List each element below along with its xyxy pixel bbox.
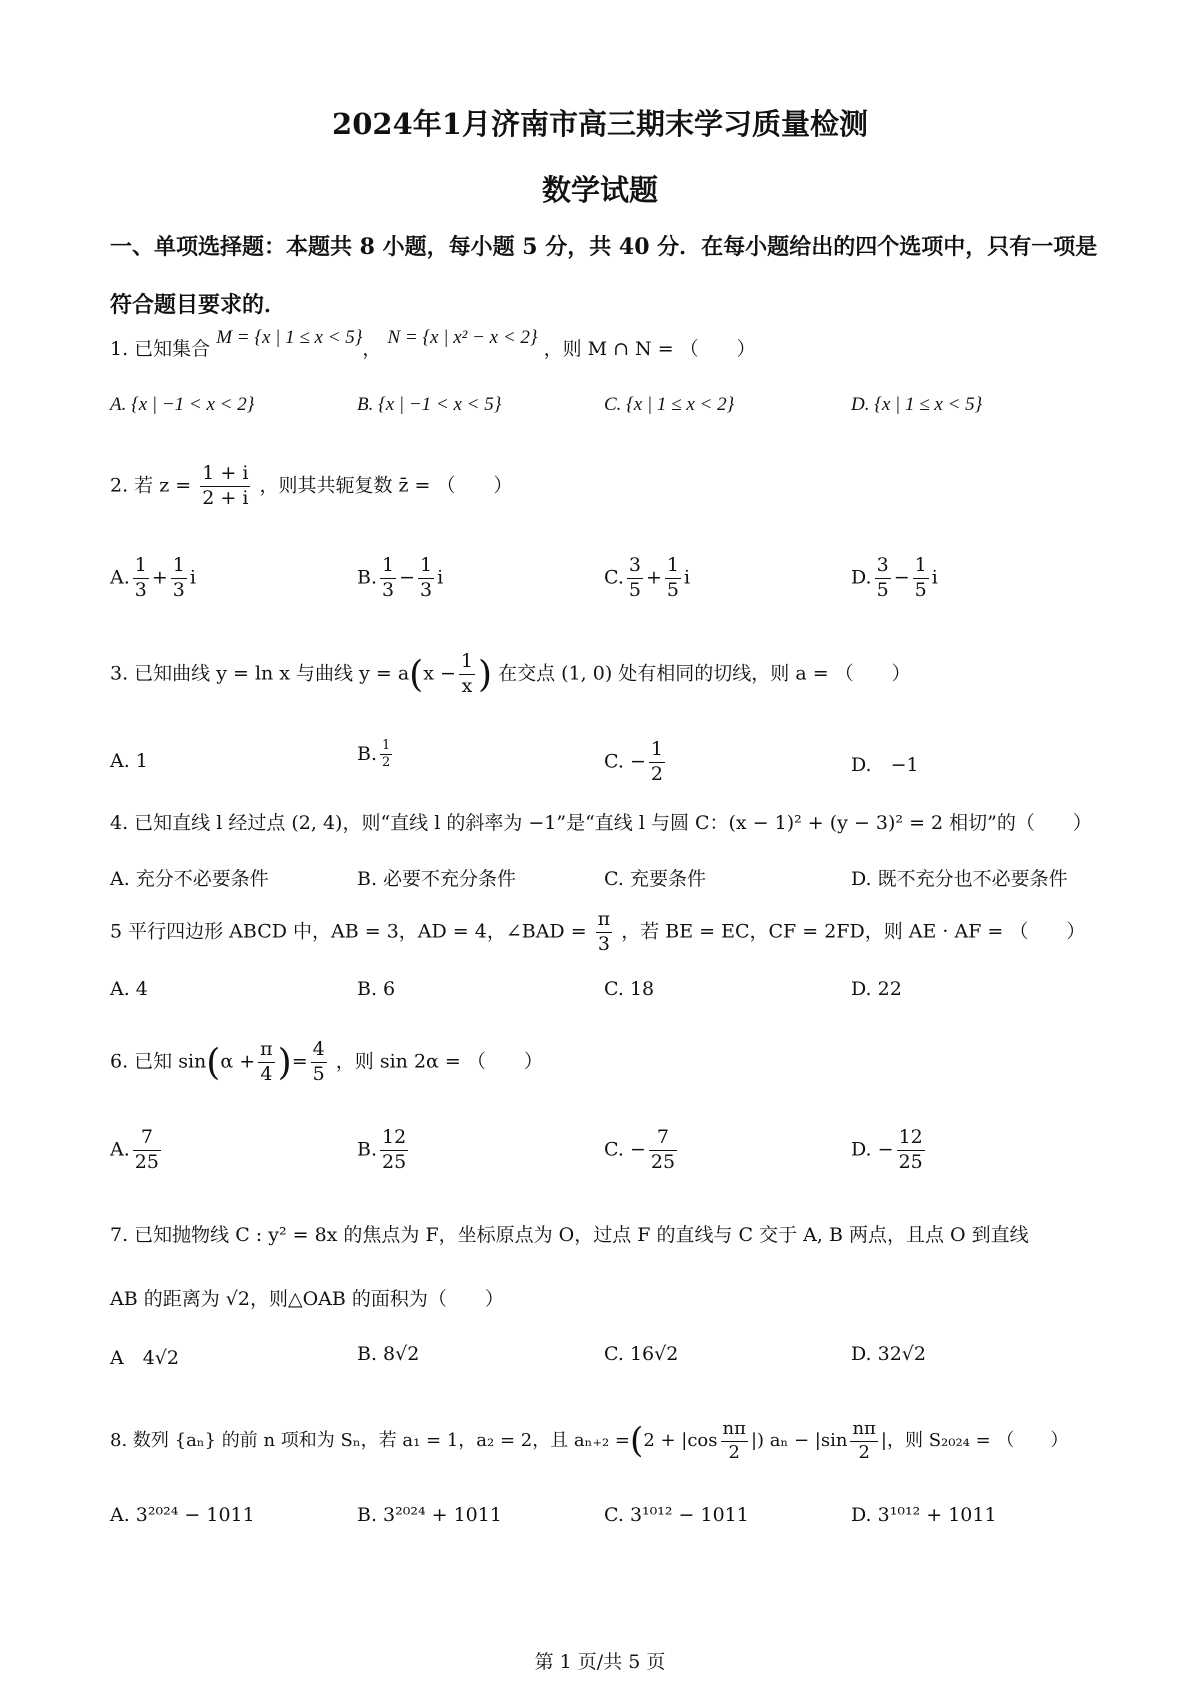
q2-numerator: 1 + i — [200, 462, 250, 487]
q3-option-a[interactable] — [110, 750, 148, 772]
page-title: 2024年1月济南市高三期末学习质量检测 — [332, 107, 868, 141]
q5-option-a[interactable]: A. 4 — [110, 978, 148, 1000]
q1-option-c[interactable]: C. {x | 1 ≤ x < 2} — [604, 394, 735, 415]
q6-c-den: 25 — [650, 1150, 676, 1173]
q7-option-b[interactable]: B. 8√2 — [357, 1343, 420, 1365]
q2-a-i: i — [189, 566, 196, 589]
q6-option-b[interactable] — [357, 1126, 411, 1175]
q2-d-den2: 5 — [914, 578, 927, 601]
q8-stem-pre: 8. 数列 {aₙ} 的前 n 项和为 Sₙ，若 a₁ = 1，a₂ = 2，且 aₙ₊₂ = — [110, 1430, 630, 1451]
q6-numerator2: 4 — [311, 1038, 327, 1063]
q4-option-d[interactable]: D. 既不充分也不必要条件 — [851, 868, 1068, 890]
q1-option-d[interactable]: D. {x | 1 ≤ x < 5} — [851, 394, 983, 415]
q6-option-d[interactable] — [851, 1126, 928, 1175]
q2-c-den2: 5 — [666, 578, 680, 601]
q3-b-label: B. — [357, 742, 378, 765]
q1-stem-pre: 1. 已知集合 — [110, 338, 211, 360]
q2-option-d[interactable] — [851, 554, 938, 603]
q3-c-label: C. − — [604, 750, 646, 773]
q6-denominator2: 5 — [312, 1062, 325, 1085]
q2-option-b[interactable] — [357, 554, 443, 603]
q2-a-op: + — [151, 566, 168, 589]
page-subtitle: 数学试题 — [541, 173, 658, 207]
q2-option-a[interactable] — [110, 554, 196, 603]
question-3: 3. 已知曲线 y = ln x 与曲线 y = a(x − $\frac{1}{x}$ ) 在交点 (1, 0) 处有相同的切线，则 a = （ ） — [110, 650, 911, 697]
q2-d-den1: 5 — [876, 578, 889, 601]
q6-option-c[interactable] — [604, 1126, 680, 1175]
q1-set-m: M = {x | 1 ≤ x < 5} — [216, 327, 363, 348]
q8-denominator2: 2 — [858, 1441, 870, 1463]
q6-b-num: 12 — [380, 1126, 408, 1151]
q5-option-c[interactable]: C. 18 — [604, 978, 655, 1000]
q2-stem-post: ，则其共轭复数 z̄ = （ ） — [259, 474, 513, 497]
q2-b-den2: 3 — [420, 578, 433, 601]
q3-stem-pre: 3. 已知曲线 y = ln x 与曲线 y = a — [110, 662, 410, 685]
q8-numerator: nπ — [721, 1418, 748, 1442]
question-4: 4. 已知直线 l 经过点 (2, 4)，则“直线 l 的斜率为 −1”是“直线 l 与圆 C：(x − 1)² + (y − 3)² = 2 相切”的（ ） — [110, 812, 1092, 834]
q1-option-b[interactable]: B. {x | −1 < x < 5} — [357, 394, 502, 415]
q2-d-i: i — [931, 566, 938, 589]
q2-c-num2: 1 — [665, 554, 681, 579]
q6-stem-post: ，则 sin 2α = （ ） — [335, 1050, 543, 1073]
q2-a-num1: 1 — [133, 554, 149, 579]
q5-option-b[interactable]: B. 6 — [357, 978, 396, 1000]
q3-stem-post: 在交点 (1, 0) 处有相同的切线，则 a = （ ） — [498, 662, 911, 685]
q3-inner: x − — [423, 662, 456, 685]
q3-c-den: 2 — [650, 762, 663, 785]
q2-option-c[interactable] — [604, 554, 690, 603]
q4-option-c[interactable]: C. 充要条件 — [604, 868, 706, 890]
section-heading: 一、单项选择题：本题共 8 小题，每小题 5 分，共 40 分．在每小题给出的四个选项中，只有一项是符合题目要求的． — [110, 234, 1098, 318]
q3-option-c[interactable] — [604, 738, 668, 787]
q3-b-num: 1 — [380, 738, 392, 755]
q8-numerator2: nπ — [850, 1418, 877, 1442]
q2-d-num1: 3 — [875, 554, 891, 579]
q5-stem-pre: 5 平行四边形 ABCD 中，AB = 3，AD = 4，∠BAD = — [110, 920, 587, 943]
q6-d-num: 12 — [897, 1126, 925, 1151]
q3-denominator: x — [461, 674, 473, 697]
q8-option-b[interactable]: B. 3²⁰²⁴ + 1011 — [357, 1504, 502, 1526]
question-5 — [110, 908, 1110, 957]
q2-c-label: C. — [604, 566, 624, 589]
q8-option-d[interactable]: D. 3¹⁰¹² + 1011 — [851, 1504, 997, 1526]
q6-inner: α + — [220, 1050, 256, 1073]
q6-a-label: A. — [110, 1138, 130, 1161]
q2-b-num2: 1 — [418, 554, 434, 579]
q5-option-d[interactable]: D. 22 — [851, 978, 902, 1000]
q8-stem-post: |，则 S₂₀₂₄ = （ ） — [880, 1430, 1069, 1451]
q1-set-n: N = {x | x² − x < 2} — [387, 327, 538, 348]
q3-a-label: A. 1 — [110, 750, 148, 772]
q2-d-num2: 1 — [913, 554, 929, 579]
q6-option-a[interactable] — [110, 1126, 164, 1175]
q8-mid: 2 + |cos — [643, 1430, 718, 1451]
q7-option-d[interactable]: D. 32√2 — [851, 1343, 927, 1365]
q1-option-a[interactable]: A. {x | −1 < x < 2} — [110, 394, 255, 415]
q3-numerator: 1 — [459, 650, 475, 675]
q2-b-label: B. — [357, 566, 378, 589]
q7-option-c[interactable]: C. 16√2 — [604, 1343, 679, 1365]
q6-eq: = — [291, 1050, 308, 1073]
q2-a-den2: 3 — [172, 578, 185, 601]
q6-d-label: D. − — [851, 1138, 894, 1161]
q2-c-num1: 3 — [627, 554, 643, 579]
q2-b-op: − — [399, 566, 416, 589]
q8-option-a[interactable]: A. 3²⁰²⁴ − 1011 — [110, 1504, 255, 1526]
question-1: 1. 已知集合 M = {x | 1 ≤ x < 5}， N = {x | x² − x < 2} ，则 M ∩ N = （ ） — [110, 327, 756, 360]
q2-c-den1: 5 — [628, 578, 641, 601]
q2-fraction — [200, 462, 250, 511]
q6-stem-pre: 6. 已知 sin — [110, 1050, 207, 1073]
q3-b-den: 2 — [382, 755, 391, 771]
q6-a-num: 7 — [133, 1126, 161, 1151]
q6-b-label: B. — [357, 1138, 378, 1161]
q5-stem-post: ，若 BE = EC，CF = 2FD，则 AE · AF = （ ） — [621, 920, 1086, 943]
q8-mid2: |) aₙ − |sin — [750, 1430, 848, 1451]
q2-c-i: i — [684, 566, 691, 589]
q8-option-c[interactable]: C. 3¹⁰¹² − 1011 — [604, 1504, 749, 1526]
q4-option-b[interactable]: B. 必要不充分条件 — [357, 868, 517, 890]
q1-stem-post: ，则 M ∩ N = （ ） — [543, 338, 756, 360]
page-footer: 第 1 页/共 5 页 — [534, 1651, 666, 1673]
q6-b-den: 25 — [382, 1150, 407, 1173]
q7-option-a[interactable]: A 4√2 — [110, 1347, 180, 1369]
q2-b-i: i — [437, 566, 444, 589]
q5-numerator: π — [596, 908, 613, 933]
q3-c-num: 1 — [649, 738, 665, 763]
q2-stem-pre: 2. 若 z = — [110, 474, 192, 497]
q2-a-den1: 3 — [134, 578, 147, 601]
question-6: 6. 已知 sin(α + $\frac{\pi}{4}$ )= $\frac{4}{5}$ ，则 sin 2α = （ ） — [110, 1038, 543, 1085]
q2-denominator: 2 + i — [202, 486, 249, 509]
question-7-line-2: AB 的距离为 √2，则△OAB 的面积为（ ） — [110, 1288, 504, 1310]
q2-b-num1: 1 — [380, 554, 396, 579]
q6-a-den: 25 — [134, 1150, 159, 1173]
q5-denominator: 3 — [597, 932, 610, 955]
question-7-line-1: 7. 已知抛物线 C : y² = 8x 的焦点为 F，坐标原点为 O，过点 F 的直线与 C 交于 A, B 两点，且点 O 到直线 — [110, 1224, 1029, 1246]
q2-a-num2: 1 — [171, 554, 187, 579]
question-2 — [110, 462, 1110, 511]
q2-a-label: A. — [110, 566, 130, 589]
q2-b-den1: 3 — [382, 578, 395, 601]
q2-d-op: − — [893, 566, 910, 589]
q4-option-a[interactable]: A. 充分不必要条件 — [110, 868, 269, 890]
q2-c-op: + — [646, 566, 662, 589]
q6-denominator: 4 — [260, 1062, 273, 1085]
q8-denominator: 2 — [728, 1441, 740, 1463]
question-8: 8. 数列 {aₙ} 的前 n 项和为 Sₙ，若 a₁ = 1，a₂ = 2，且 aₙ₊₂ =(2 + |cos $\frac{n\pi}{2}$ |) aₙ − |sin $\frac{n\pi}{2}$ |，则 S₂₀₂₄ = （ ） — [110, 1418, 1069, 1463]
q6-numerator: π — [258, 1038, 275, 1063]
q3-option-d[interactable] — [851, 750, 919, 777]
q6-c-label: C. − — [604, 1138, 646, 1161]
q6-c-num: 7 — [649, 1126, 677, 1151]
q6-d-den: 25 — [898, 1150, 923, 1173]
q3-d-label: D. −1 — [851, 754, 919, 776]
q2-d-label: D. — [851, 566, 872, 589]
q3-option-b[interactable] — [357, 738, 395, 772]
